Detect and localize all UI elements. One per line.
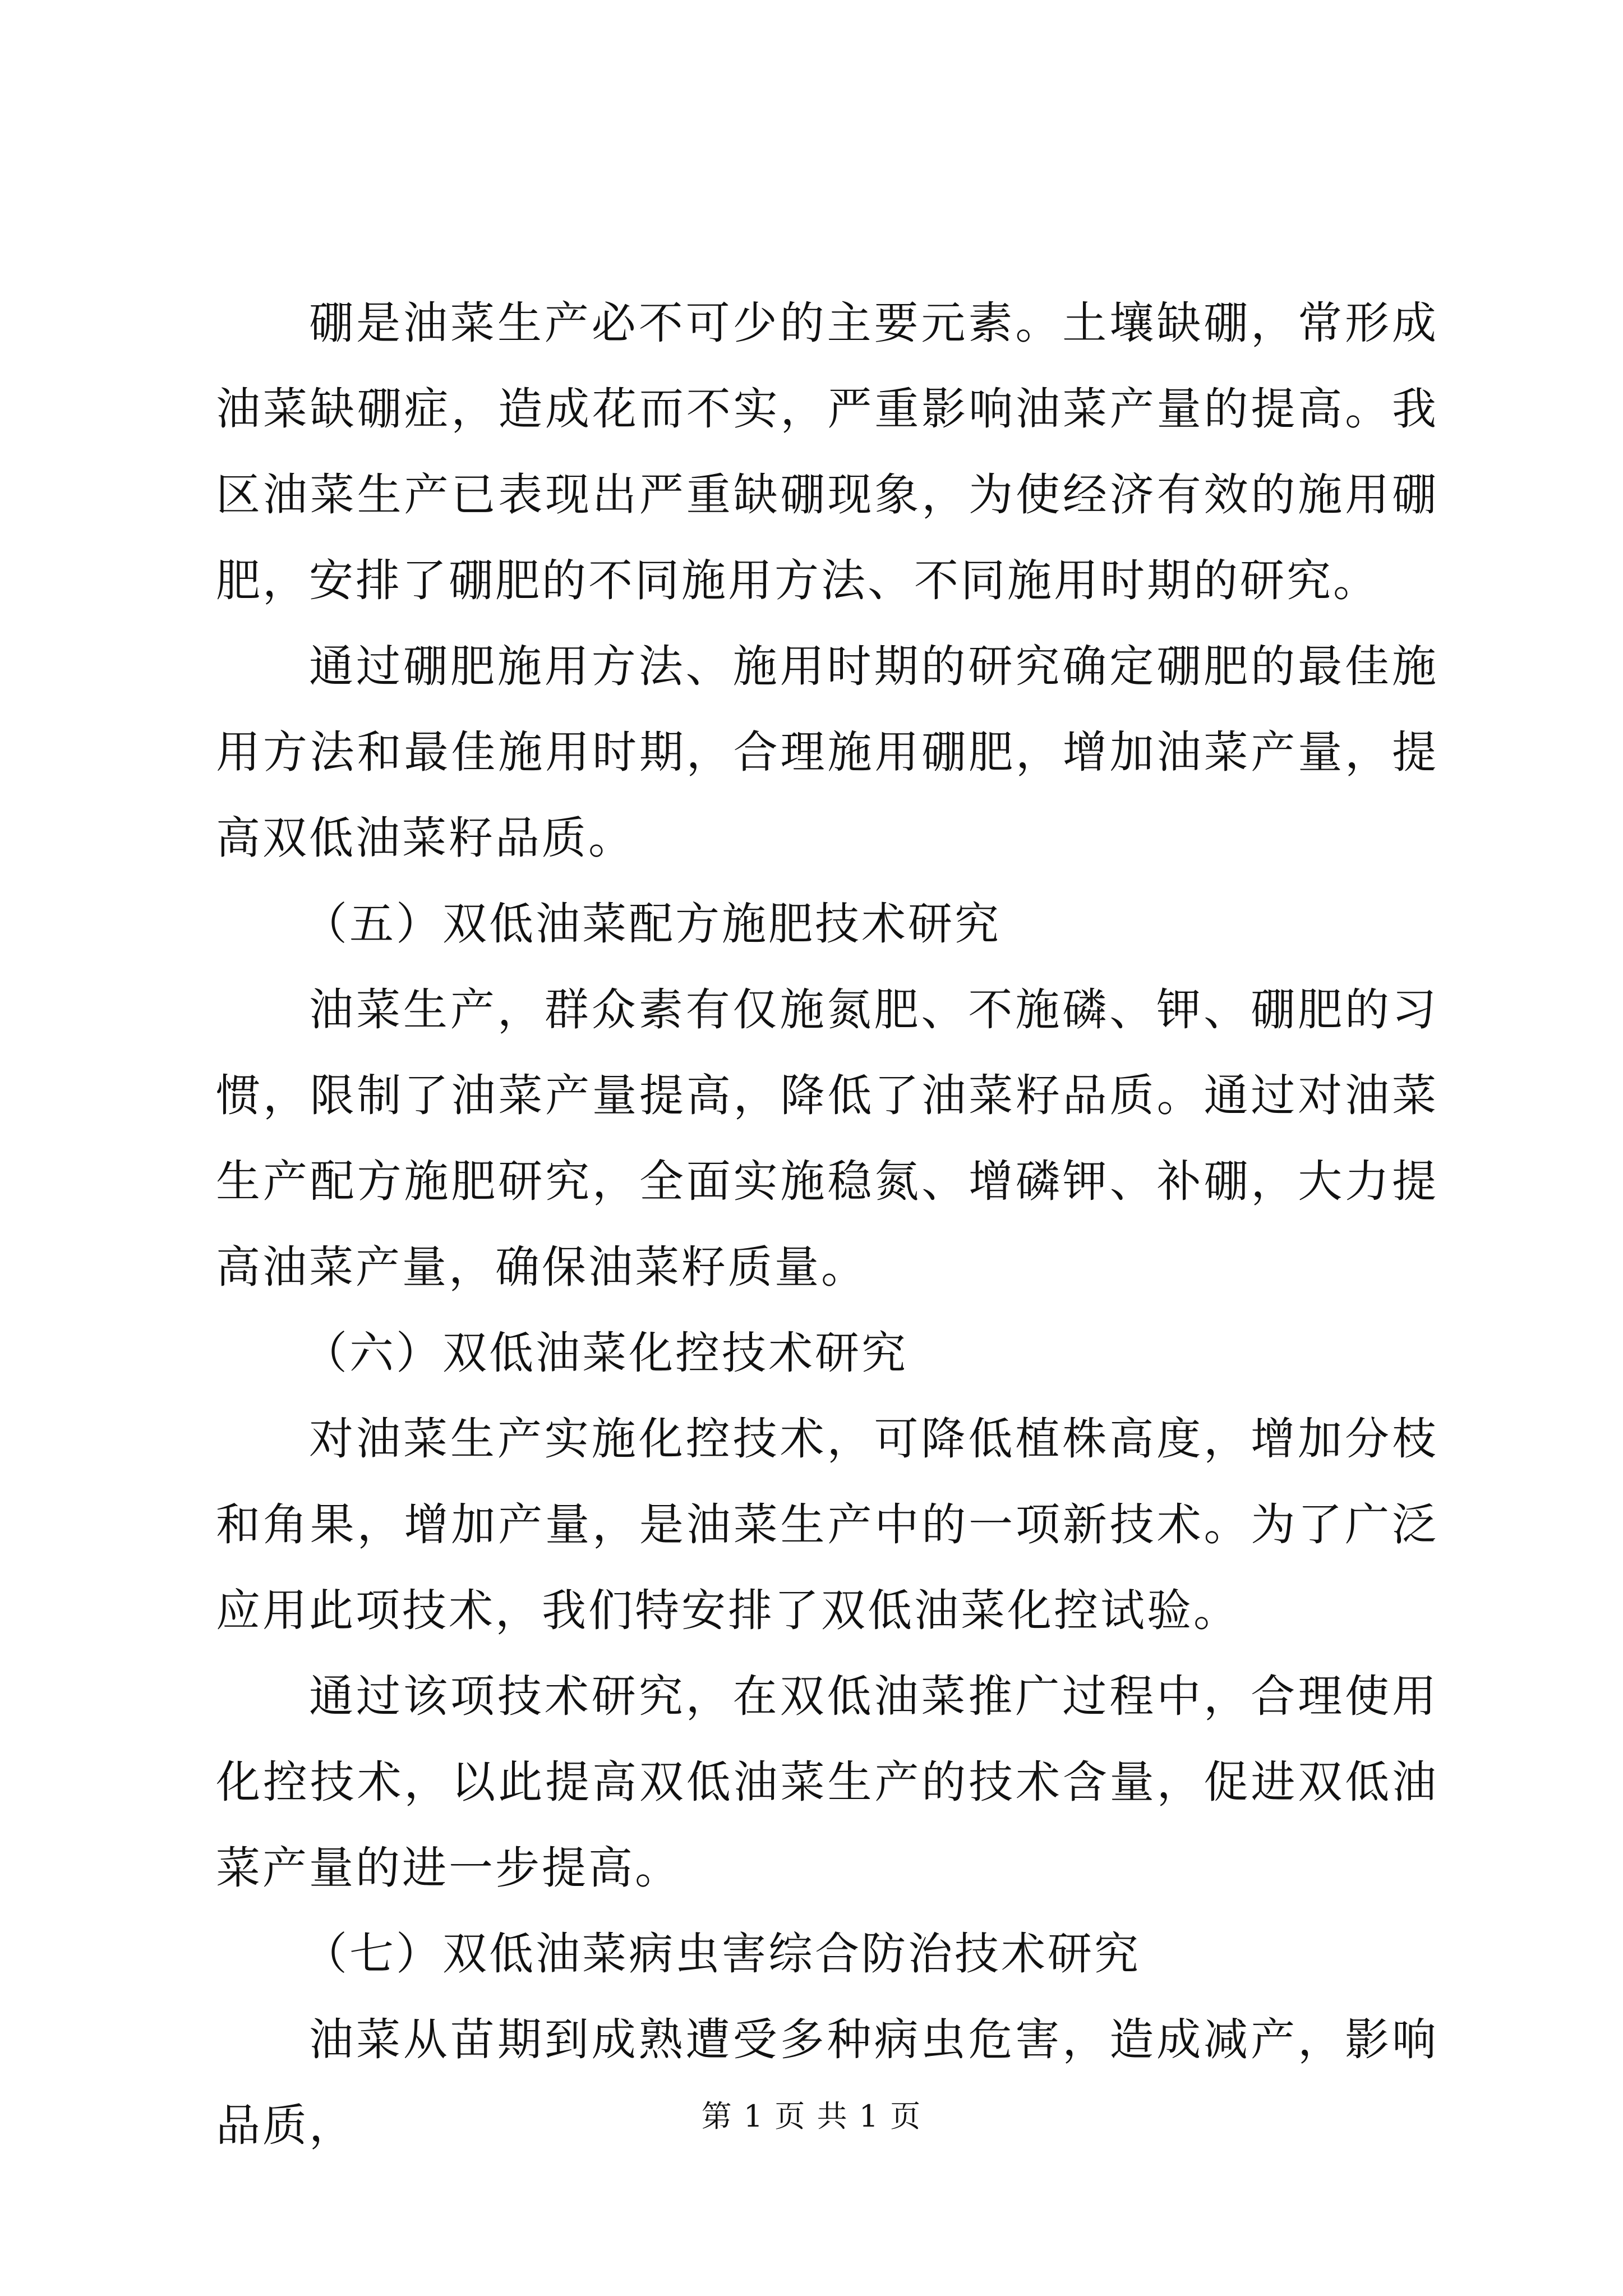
paragraph-boron-goal: 通过硼肥施用方法、施用时期的研究确定硼肥的最佳施用方法和最佳施用时期，合理施用硼肥，增加油菜产量，提高双低油菜籽品质。 (216, 641, 1438, 864)
section-heading-5: （五）双低油菜配方施肥技术研究 (303, 898, 1001, 950)
paragraph-fertilization: 油菜生产，群众素有仅施氮肥、不施磷、钾、硼肥的习惯，限制了油菜产量提高，降低了油菜籽品质。通过对油菜生产配方施肥研究，全面实施稳氮、增磷钾、补硼，大力提高油菜产量，确保油菜籽质量。 (216, 984, 1438, 1293)
paragraph-chemical-control-goal: 通过该项技术研究，在双低油菜推广过程中，合理使用化控技术，以此提高双低油菜生产的技术含量，促进双低油菜产量的进一步提高。 (216, 1671, 1438, 1894)
paragraph-boron-intro: 硼是油菜生产必不可少的主要元素。土壤缺硼，常形成油菜缺硼症，造成花而不实，严重影响油菜产量的提高。我区油菜生产已表现出严重缺硼现象，为使经济有效的施用硼肥，安排了硼肥的不同施用方法、不同施用时期的研究。 (216, 297, 1438, 606)
paragraph-chemical-control: 对油菜生产实施化控技术，可降低植株高度，增加分枝和角果，增加产量，是油菜生产中的一项新技术。为了广泛应用此项技术，我们特安排了双低油菜化控试验。 (216, 1413, 1438, 1636)
paragraph-pest-control: 油菜从苗期到成熟遭受多种病虫危害，造成减产，影响品质， (216, 2014, 1438, 2151)
section-heading-6: （六）双低油菜化控技术研究 (303, 1327, 908, 1379)
section-heading-7: （七）双低油菜病虫害综合防治技术研究 (303, 1928, 1141, 1980)
document-body (216, 280, 1438, 2169)
page-footer: 第 1 页 共 1 页 (701, 2099, 922, 2134)
